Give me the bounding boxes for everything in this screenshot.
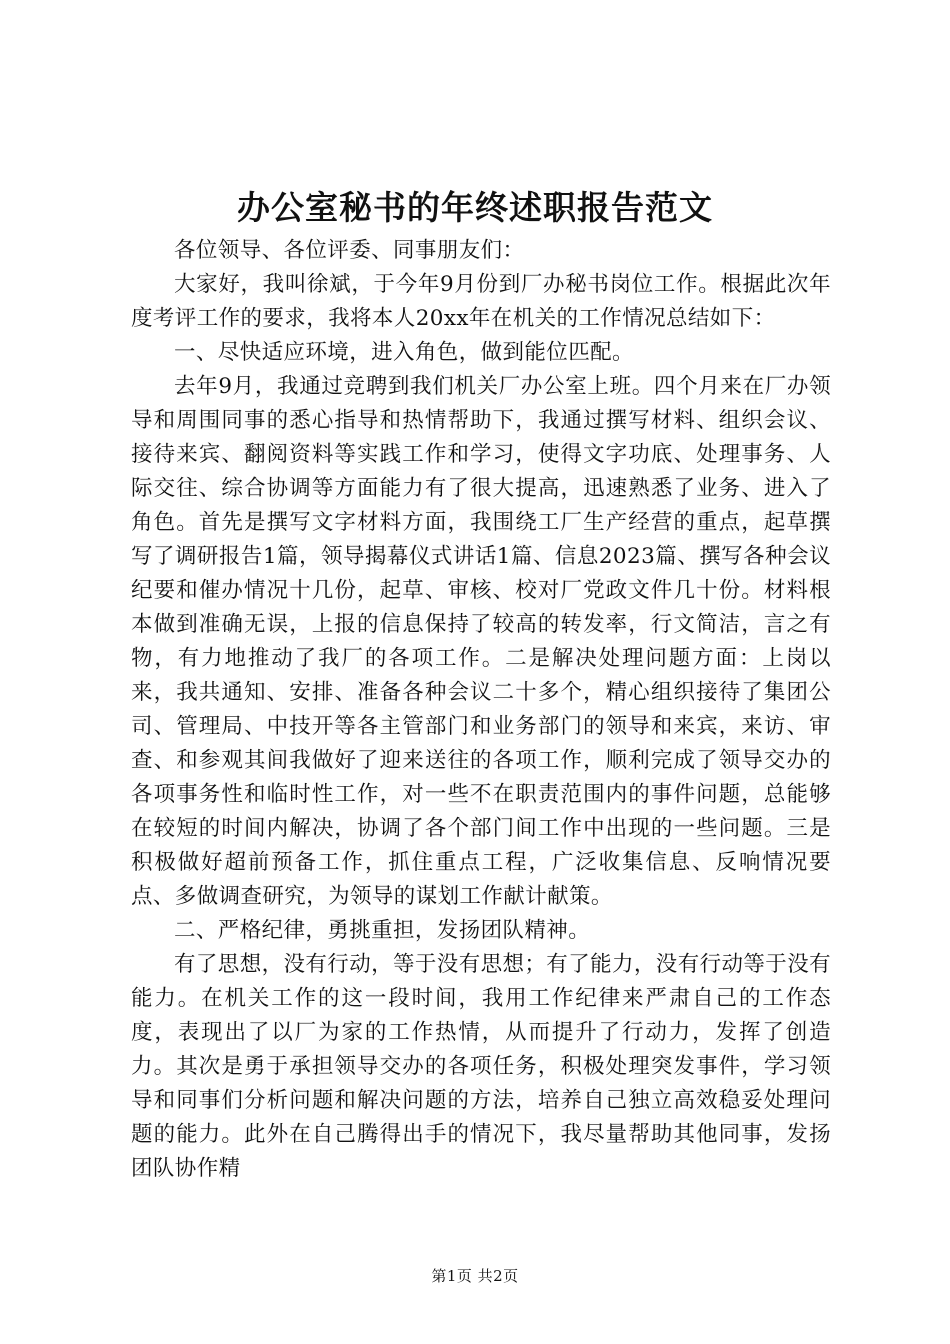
section-2-paragraph: 有了思想，没有行动，等于没有思想；有了能力，没有行动等于没有能力。在机关工作的这一段时间，我用工作纪律来严肃自己的工作态度，表现出了以厂为家的工作热情，从而提升了行动力，发挥了创造力。其次是勇于承担领导交办的各项任务，积极处理突发事件，学习领导和同事们分析问题和解决问题的方法，培养自己独立高效稳妥处理问题的能力。此外在自己腾得出手的情况下，我尽量帮助其他同事，发扬团队协作精 (131, 952, 832, 1181)
intro-paragraph: 大家好，我叫徐斌，于今年9月份到厂办秘书岗位工作。根据此次年度考评工作的要求，我将本人20xx年在机关的工作情况总结如下： (131, 272, 831, 331)
document-body (131, 234, 831, 1186)
greeting-paragraph: 各位领导、各位评委、同事朋友们： (174, 238, 525, 263)
document-title: 办公室秘书的年终述职报告范文 (237, 188, 713, 227)
section-1-paragraph: 去年9月，我通过竞聘到我们机关厂办公室上班。四个月来在厂办领导和周围同事的悉心指导和热情帮助下，我通过撰写材料、组织会议、接待来宾、翻阅资料等实践工作和学习，使得文字功底、处理事务、人际交往、综合协调等方面能力有了很大提高，迅速熟悉了业务、进入了角色。首先是撰写文字材料方面，我围绕工厂生产经营的重点，起草撰写了调研报告1篇，领导揭幕仪式讲话1篇、信息2023篇、撰写各种会议纪要和催办情况十几份，起草、审核、校对厂党政文件几十份。材料根本做到准确无误，上报的信息保持了较高的转发率，行文简洁，言之有物，有力地推动了我厂的各项工作。二是解决处理问题方面：上岗以来，我共通知、安排、准备各种会议二十多个，精心组织接待了集团公司、管理局、中技开等各主管部门和业务部门的领导和来宾，来访、审查、和参观其间我做好了迎来送往的各项工作，顺利完成了领导交办的各项事务性和临时性工作，对一些不在职责范围内的事件问题，总能够在较短的时间内解决，协调了各个部门间工作中出现的一些问题。三是积极做好超前预备工作，抓住重点工程，广泛收集信息、反响情况要点、多做调查研究，为领导的谋划工作献计献策。 (131, 374, 831, 909)
page-footer: 第1页 共2页 (431, 1267, 519, 1285)
section-heading-2: 二、严格纪律，勇挑重担，发扬团队精神。 (174, 918, 591, 943)
section-heading-1: 一、尽快适应环境，进入角色，做到能位匹配。 (174, 340, 634, 365)
